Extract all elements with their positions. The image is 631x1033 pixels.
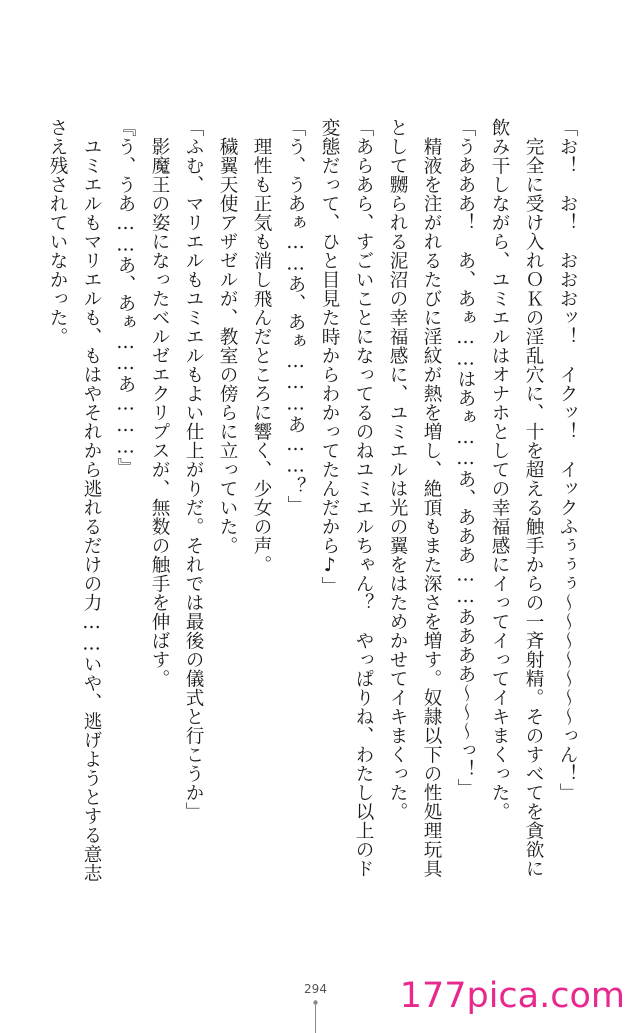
text-line: ユミエルもマリエルも、もはやそれから逃れるだけの力……いや、逃げようとする意志: [81, 118, 102, 883]
text-line: さえ残されていなかった。: [47, 118, 68, 346]
text-line: 変態だって、ひと目見た時からわかってたんだから♪」: [319, 118, 340, 596]
text-line: 「ふむ、マリエルもユミエルもよい仕上がりだ。それでは最後の儀式と行こうか」: [183, 118, 204, 821]
text-line: 穢翼天使アザゼルが、教室の傍らに立っていた。: [217, 118, 238, 555]
text-line: 「あらあら、すごいことになってるのねユミエルちゃん？ やっぱりね、わたし以上のド: [353, 118, 374, 878]
page-number: 294: [304, 982, 327, 996]
text-line: 「う、うあぁ……あ、あぁ………あ……？」: [285, 118, 306, 515]
text-line: 「お！ お！ おおおッ！ イクッ！ イックふぅぅぅ〜〜〜〜〜〜〜っん！」: [557, 118, 578, 802]
watermark: 177pica.com: [399, 976, 625, 1016]
text-line: 理性も正気も消し飛んだところに響く、少女の声。: [251, 118, 272, 574]
text-line: として嬲られる泥沼の幸福感に、ユミエルは光の翼をはためかせてイキまくった。: [387, 118, 408, 821]
page-marker-ornament: [313, 1000, 318, 1033]
text-line: 『う、うあ……あ、あぁ……あ………』: [115, 118, 136, 477]
text-line: 「うあああ！ あ、あぁ……はあぁ……あ、あああ……ああああ〜〜〜っ！」: [455, 118, 476, 798]
text-line: 影魔王の姿になったベルゼエクリプスが、無数の触手を伸ばす。: [149, 118, 170, 688]
text-line: 精液を注がれるたびに淫紋が熱を増し、絶頂もまた深さを増す。奴隷以下の性処理玩具: [421, 118, 442, 878]
text-line: 飲み干しながら、ユミエルはオナホとしての幸福感にイってイってイキまくった。: [489, 118, 510, 821]
text-line: 完全に受け入れＯＫの淫乱穴に、十を超える触手からの一斉射精。そのすべてを貪欲に: [523, 118, 544, 878]
vertical-text-block: [44, 118, 581, 938]
